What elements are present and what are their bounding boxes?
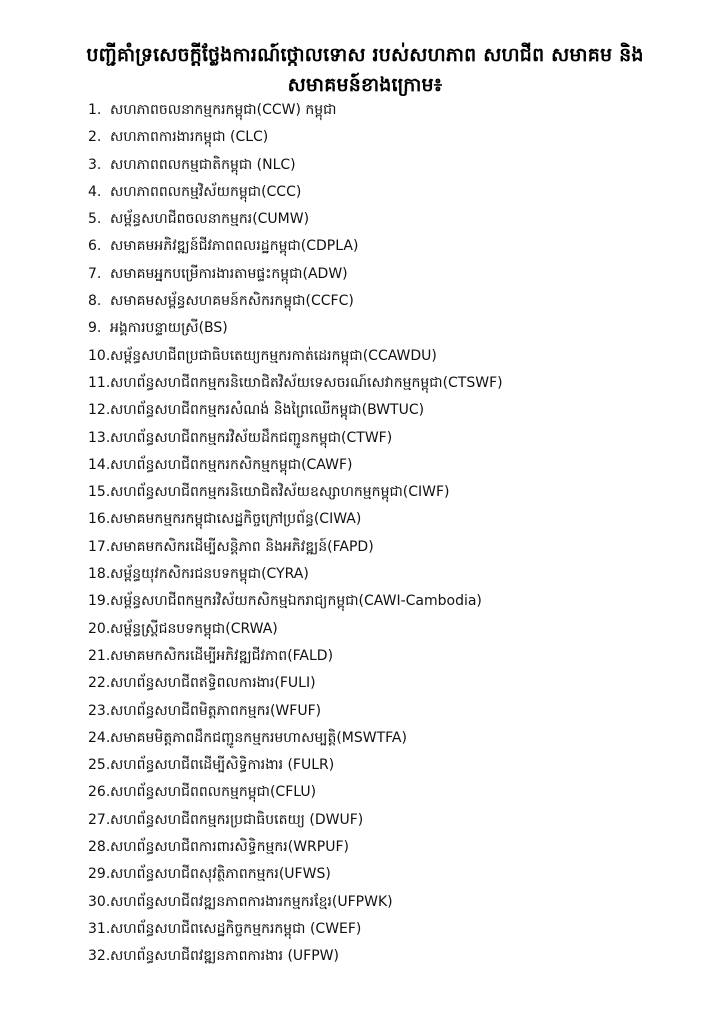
list-item bbox=[88, 916, 708, 943]
list-item bbox=[88, 97, 708, 124]
list-item bbox=[88, 206, 708, 233]
list-item-number: 22. bbox=[88, 675, 111, 692]
list-item-number: 15. bbox=[88, 484, 111, 501]
list-item bbox=[88, 861, 708, 888]
list-item-text: សហព័ន្ធសហជីពវឌ្ឍនភាពការងារ (UFPW) bbox=[110, 948, 339, 965]
list-item-text: សហព័ន្ធសហជីពវឌ្ឍនភាពការងារកម្មករខ្មែរ(UFPWK) bbox=[110, 893, 393, 910]
list-item-number: 4. bbox=[88, 183, 102, 200]
document-title: បញ្ជីគាំទ្រសេចក្តីថ្លែងការណ៍ថ្កោលទោស របស់សហភាព សហជីព សមាគម និង សមាគមន៍ខាងក្រោម៖ bbox=[86, 44, 644, 96]
list-item-text: សម្ព័ន្ធសហជីពកម្មករវិស័យកសិកម្មឯករាជ្យកម្ពុជា(CAWI-Cambodia) bbox=[110, 593, 482, 610]
list-item-text: សមាគមកសិករដើម្បីអភិវឌ្ឍជីវភាព(FALD) bbox=[110, 647, 334, 664]
list-item-text: សហព័ន្ធសហជីពមិត្តភាពកម្មករ(WFUF) bbox=[110, 702, 322, 719]
list-item-number: 7. bbox=[88, 265, 102, 282]
list-item bbox=[88, 124, 708, 151]
list-item-number: 6. bbox=[88, 238, 102, 255]
list-item-number: 27. bbox=[88, 811, 111, 828]
list-item bbox=[88, 725, 708, 752]
list-item-text: សម្ព័ន្ធសហជីពចលនាកម្មករ(CUMW) bbox=[110, 211, 310, 228]
list-item-text: សហព័ន្ធសហជីពសុវត្ថិភាពកម្មករ(UFWS) bbox=[110, 866, 331, 883]
list-item bbox=[88, 261, 708, 288]
list-item-number: 10. bbox=[88, 347, 111, 364]
list-item bbox=[88, 179, 708, 206]
list-item-text: សមាគមអ្នកបម្រើការងារតាមផ្ទះកម្ពុជា(ADW) bbox=[110, 265, 348, 282]
list-item bbox=[88, 943, 708, 970]
list-item-text: សហព័ន្ធសហជីពកម្មករនិយោជិតវិស័យឧស្សាហកម្មកម្ពុជា(CIWF) bbox=[110, 484, 450, 501]
list-item bbox=[88, 506, 708, 533]
organization-list bbox=[88, 97, 708, 971]
list-item-text: សហព័ន្ធសហជីពឥទ្ធិពលការងារ(FULI) bbox=[110, 675, 316, 692]
list-item-number: 14. bbox=[88, 456, 111, 473]
list-item bbox=[88, 479, 708, 506]
list-item-number: 30. bbox=[88, 893, 111, 910]
list-item bbox=[88, 452, 708, 479]
list-item bbox=[88, 643, 708, 670]
list-item-number: 29. bbox=[88, 866, 111, 883]
list-item bbox=[88, 889, 708, 916]
list-item bbox=[88, 233, 708, 260]
list-item bbox=[88, 752, 708, 779]
list-item-text: សម្ព័ន្ធស្ត្រីជនបទកម្ពុជា(CRWA) bbox=[110, 620, 278, 637]
list-item bbox=[88, 670, 708, 697]
list-item-number: 28. bbox=[88, 839, 111, 856]
list-item-text: អង្គការបន្ទាយស្រី(BS) bbox=[110, 320, 228, 337]
list-item bbox=[88, 370, 708, 397]
list-item-number: 25. bbox=[88, 757, 111, 774]
list-item-text: សមាគមកម្មករកម្ពុជាសេដ្ឋកិច្ចក្រៅប្រព័ន្ធ(CIWA) bbox=[110, 511, 362, 528]
list-item-number: 32. bbox=[88, 948, 111, 965]
list-item-text: សមាគមសម្ព័ន្ធសហគមន៍កសិករកម្ពុជា(CCFC) bbox=[110, 293, 354, 310]
list-item-number: 17. bbox=[88, 538, 111, 555]
list-item bbox=[88, 616, 708, 643]
list-item-text: សហភាពការងារកម្ពុជា (CLC) bbox=[110, 129, 269, 146]
list-item-text: សហព័ន្ធសហជីពពលកម្មកម្ពុជា(CFLU) bbox=[110, 784, 317, 801]
list-item-text: សហភាពពលកម្មវិស័យកម្ពុជា(CCC) bbox=[110, 183, 302, 200]
list-item-text: សហព័ន្ធសហជីពកម្មករនិយោជិតវិស័យទេសចរណ៍សេវាកម្មកម្ពុជា(CTSWF) bbox=[110, 374, 503, 391]
list-item-number: 23. bbox=[88, 702, 111, 719]
list-item-text: សហភាពចលនាកម្មករកម្ពុជា(CCW) កម្ពុជា bbox=[110, 102, 337, 118]
list-item-number: 3. bbox=[88, 156, 102, 173]
list-item-text: សហព័ន្ធសហជីពកម្មករកសិកម្មកម្ពុជា(CAWF) bbox=[110, 456, 353, 473]
list-item-number: 1. bbox=[88, 102, 102, 118]
list-item-text: សហព័ន្ធសហជីពកម្មករវិស័យដឹកជញ្ជូនកម្ពុជា(CTWF) bbox=[110, 429, 393, 446]
list-item bbox=[88, 779, 708, 806]
list-item bbox=[88, 397, 708, 424]
list-item-text: សហភាពពលកម្មជាតិកម្ពុជា (NLC) bbox=[110, 156, 296, 173]
list-item-number: 20. bbox=[88, 620, 111, 637]
list-item-number: 2. bbox=[88, 129, 102, 146]
list-item-number: 16. bbox=[88, 511, 111, 528]
list-item-number: 26. bbox=[88, 784, 111, 801]
list-item-text: សហព័ន្ធសហជីពកម្មករប្រជាធិបតេយ្យ (DWUF) bbox=[110, 811, 364, 828]
list-item-number: 5. bbox=[88, 211, 102, 228]
list-item-number: 13. bbox=[88, 429, 111, 446]
list-item bbox=[88, 534, 708, 561]
list-item-text: សមាគមកសិករដើម្បីសន្តិភាព និងអភិវឌ្ឍន៍(FAPD) bbox=[110, 538, 374, 555]
list-item-number: 12. bbox=[88, 402, 111, 419]
list-item-text: សម្ព័ន្ធសហជីពប្រជាធិបតេយ្យកម្មករកាត់ដេរកម្ពុជា(CCAWDU) bbox=[110, 347, 437, 364]
list-item-text: សហព័ន្ធសហជីពការពារសិទ្ធិកម្មករ(WRPUF) bbox=[110, 839, 349, 856]
list-item bbox=[88, 343, 708, 370]
list-item-number: 24. bbox=[88, 729, 111, 746]
list-item-text: សហព័ន្ធសហជីពដើម្បីសិទ្ធិការងារ (FULR) bbox=[110, 757, 335, 774]
list-item-number: 8. bbox=[88, 293, 102, 310]
list-item-text: សមាគមអភិវឌ្ឍន៍ជីវភាពពលរដ្ឋកម្ពុជា(CDPLA) bbox=[110, 238, 359, 255]
list-item bbox=[88, 698, 708, 725]
list-item-number: 9. bbox=[88, 320, 102, 337]
list-item-text: សមាគមមិត្តភាពដឹកជញ្ជូនកម្មករមហាសម្បត្តិ(MSWTFA) bbox=[110, 729, 407, 746]
list-item-number: 11. bbox=[88, 374, 111, 391]
list-item-number: 31. bbox=[88, 920, 111, 937]
list-item-text: សម្ព័ន្ធយុវកសិករជនបទកម្ពុជា(CYRA) bbox=[110, 566, 309, 583]
list-item-text: សហព័ន្ធសហជីពសេដ្ឋកិច្ចកម្មករកម្ពុជា (CWEF) bbox=[110, 920, 362, 937]
list-item-number: 19. bbox=[88, 593, 111, 610]
list-item bbox=[88, 561, 708, 588]
list-item bbox=[88, 288, 708, 315]
list-item bbox=[88, 152, 708, 179]
list-item-text: សហព័ន្ធសហជីពកម្មករសំណង់ និងព្រៃឈើកម្ពុជា(BWTUC) bbox=[110, 402, 425, 419]
list-item bbox=[88, 834, 708, 861]
list-item bbox=[88, 315, 708, 342]
list-item bbox=[88, 588, 708, 615]
list-item-number: 21. bbox=[88, 647, 111, 664]
list-item bbox=[88, 425, 708, 452]
list-item bbox=[88, 807, 708, 834]
list-item-number: 18. bbox=[88, 566, 111, 583]
